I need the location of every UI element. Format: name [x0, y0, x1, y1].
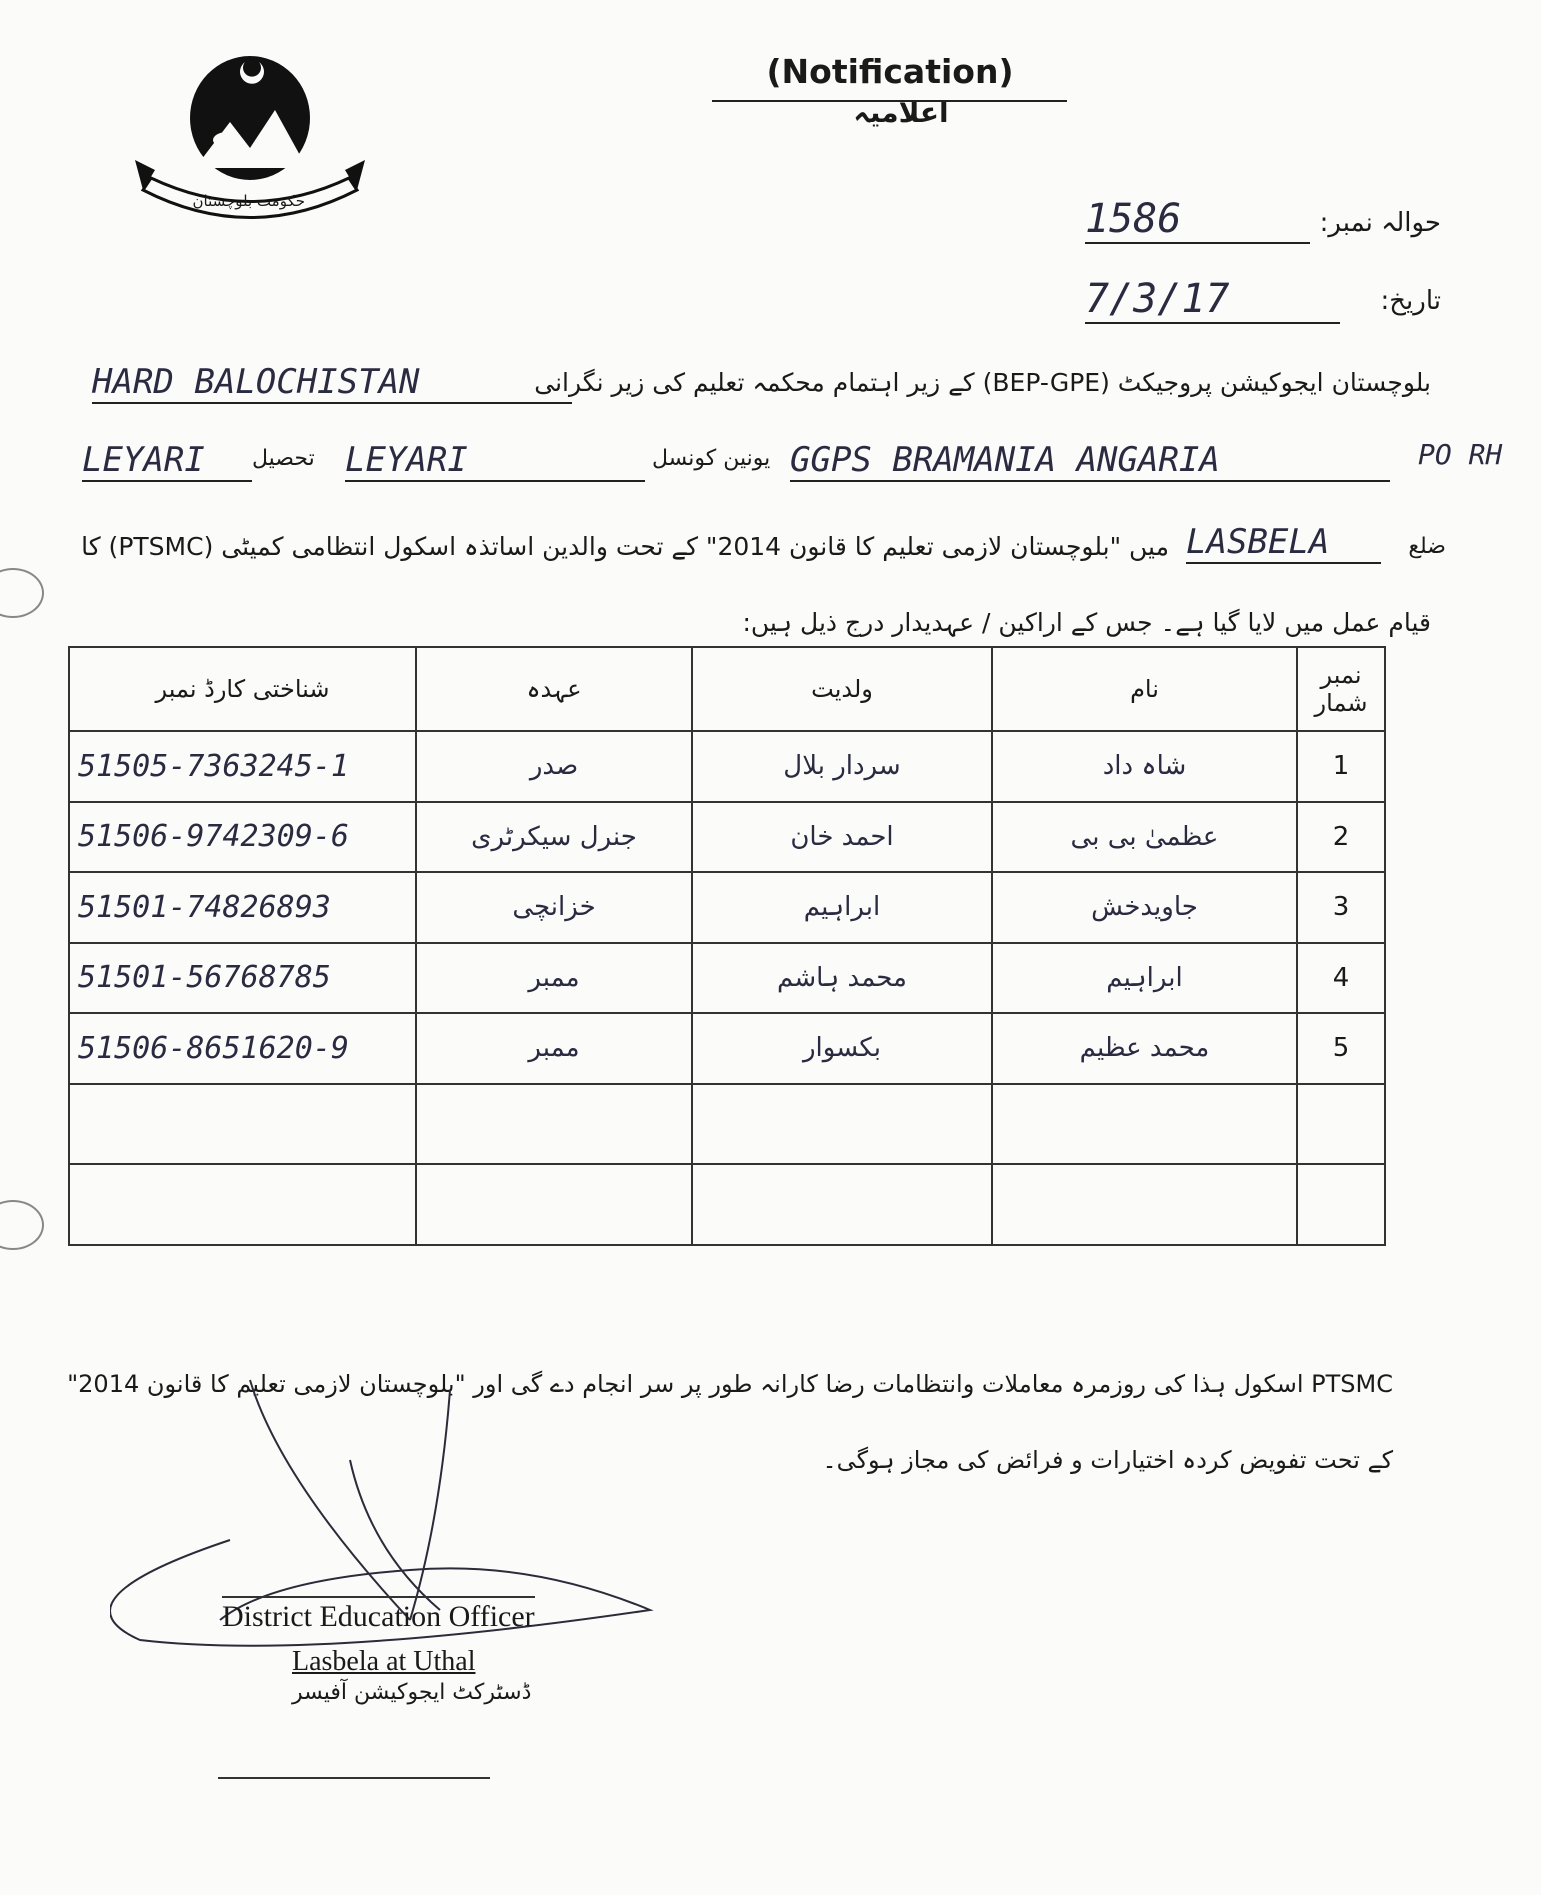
reference-value: 1586	[1085, 196, 1310, 244]
date-value: 7/3/17	[1085, 276, 1340, 324]
table-row	[69, 1013, 1385, 1084]
title-urdu: اعلامیہ	[853, 96, 949, 129]
cell-name: عظمیٰ بی بی	[992, 802, 1297, 873]
cell-serial: 1	[1297, 731, 1385, 802]
footer-paragraph-1: PTSMC اسکول ہذا کی روزمرہ معاملات وانتظامات رضا کارانہ طور پر سر انجام دے گی اور "بلوچستان لازمی تعلیم کا قانون 2014"	[67, 1370, 1393, 1398]
cell-serial: 3	[1297, 872, 1385, 943]
cell-name: جاویدخش	[992, 872, 1297, 943]
cell-father-name: بکسوار	[692, 1013, 992, 1084]
binder-hole-bottom	[0, 1200, 44, 1250]
table-row	[69, 802, 1385, 873]
header-designation: عہدہ	[416, 647, 692, 731]
cell-cnic: 51506-8651620-9	[69, 1013, 416, 1084]
cell-father-name: محمد ہاشم	[692, 943, 992, 1014]
cell-cnic: 51506-9742309-6	[69, 802, 416, 873]
table-header-row	[69, 647, 1385, 731]
cell-father-name: احمد خان	[692, 802, 992, 873]
cell-serial: 4	[1297, 943, 1385, 1014]
header-serial: نمبر شمار	[1297, 647, 1385, 731]
cell-name: ابراہیم	[992, 943, 1297, 1014]
header-name: نام	[992, 647, 1297, 731]
cell-cnic: 51501-56768785	[69, 943, 416, 1014]
table-row-empty	[69, 1084, 1385, 1165]
title-underline	[712, 100, 1067, 102]
cell-name: محمد عظیم	[992, 1013, 1297, 1084]
signature-line	[218, 1777, 490, 1779]
cell-designation: خزانچی	[416, 872, 692, 943]
reference-label: حوالہ نمبر:	[1319, 208, 1441, 238]
union-council-label: یونین کونسل	[652, 446, 771, 471]
district-label: ضلع	[1408, 534, 1446, 559]
body-line-3: میں "بلوچستان لازمی تعلیم کا قانون 2014" کے تحت والدین اساتذہ اسکول انتظامی کمیٹی (PTSMC) کا	[81, 532, 1169, 561]
header-father-name: ولدیت	[692, 647, 992, 731]
seal-caption: حکومت بلوچستان	[192, 192, 305, 210]
table-row-empty	[69, 1164, 1385, 1245]
school-fill: GGPS BRAMANIA ANGARIA	[790, 440, 1390, 482]
cell-designation: ممبر	[416, 943, 692, 1014]
page-title	[715, 52, 1065, 130]
tehsil-label: تحصیل	[252, 446, 315, 471]
header-cnic: شناختی کارڈ نمبر	[69, 647, 416, 731]
body-line-4: قیام عمل میں لایا گیا ہے۔ جس کے اراکین / عہدیدار درج ذیل ہیں:	[742, 608, 1431, 637]
members-table	[68, 646, 1386, 1246]
binder-hole-top	[0, 568, 44, 618]
union-council-fill: LEYARI	[345, 440, 645, 482]
officer-title-urdu: ڈسٹرکٹ ایجوکیشن آفیسر	[292, 1680, 532, 1705]
table-row	[69, 872, 1385, 943]
project-fill: HARD BALOCHISTAN	[92, 362, 572, 404]
officer-location: Lasbela at Uthal	[292, 1646, 476, 1677]
cell-cnic: 51501-74826893	[69, 872, 416, 943]
cell-father-name: سردار بلال	[692, 731, 992, 802]
government-seal	[135, 40, 365, 225]
cell-designation: صدر	[416, 731, 692, 802]
cell-serial: 5	[1297, 1013, 1385, 1084]
tehsil-fill: LEYARI	[82, 440, 252, 482]
date-label: تاریخ:	[1380, 286, 1441, 316]
footer-paragraph-2: کے تحت تفویض کردہ اختیارات و فرائض کی مجاز ہوگی۔	[822, 1446, 1393, 1474]
table-row	[69, 943, 1385, 1014]
body-line-1: بلوچستان ایجوکیشن پروجیکٹ (BEP-GPE) کے زیر اہتمام محکمہ تعلیم کی زیر نگرانی	[534, 368, 1431, 397]
cell-cnic: 51505-7363245-1	[69, 731, 416, 802]
cell-serial: 2	[1297, 802, 1385, 873]
cell-designation: جنرل سیکرٹری	[416, 802, 692, 873]
district-fill: LASBELA	[1186, 522, 1381, 564]
cell-designation: ممبر	[416, 1013, 692, 1084]
table-row	[69, 731, 1385, 802]
officer-stamp	[222, 1596, 622, 1705]
post-office-fill: PO RH	[1418, 438, 1503, 471]
title-english: (Notification)	[766, 52, 1014, 91]
officer-title: District Education Officer	[222, 1596, 535, 1634]
cell-name: شاہ داد	[992, 731, 1297, 802]
cell-father-name: ابراہیم	[692, 872, 992, 943]
